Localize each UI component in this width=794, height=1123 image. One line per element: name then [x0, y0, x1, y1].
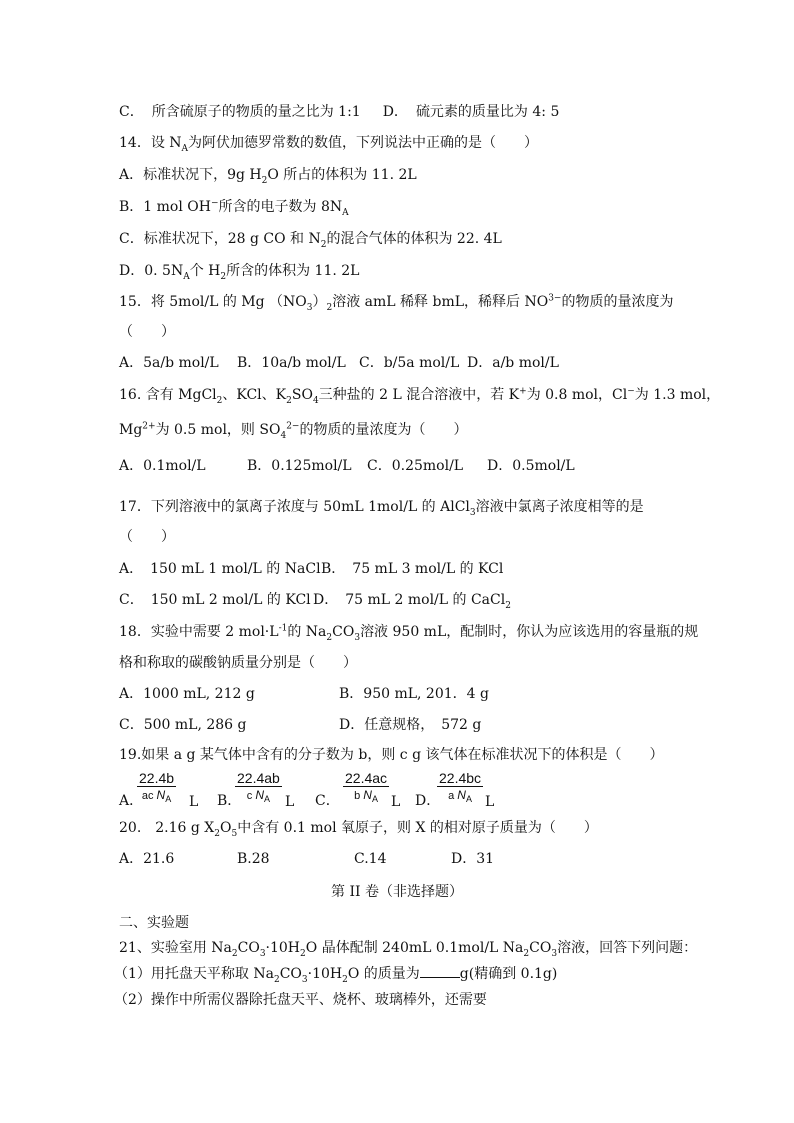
- q18-option-c: C．500 mL, 286 g: [119, 717, 247, 733]
- q21-answer-blank[interactable]: [420, 965, 460, 978]
- q19-options: [119, 770, 679, 814]
- section-ii-title: 第 II 卷（非选择题）: [331, 884, 463, 900]
- q19-fraction-a: 22.4b ac $N_A$: [139, 770, 175, 805]
- q21-part-1: （1）用托盘天平称取 $Na_2CO_3\cdot 10H_2O$ 的质量为 g(精确到 0.1g): [114, 966, 558, 985]
- q15-option-d: D．a/b mol/L: [467, 355, 559, 371]
- q19-option-c: C． 22.4ac b $N_A$ L: [315, 770, 401, 810]
- q18-stem-line2: 格和称取的碳酸钠质量分别是（ ）: [119, 655, 357, 671]
- q19-option-b: B． 22.4ab c $N_A$ L: [217, 770, 295, 810]
- q18-stem-line1: 18．实验中需要 2 $mol\cdot L^{-1}$的 $Na_2CO_3$溶液 950 mL，配制时，你认为应该选用的容量瓶的规: [119, 623, 699, 643]
- q18-options-ab: [119, 685, 489, 703]
- q19-fraction-b: 22.4ab c $N_A$: [237, 770, 280, 805]
- q15-options: [119, 354, 559, 372]
- q19-option-d: D． 22.4bc a $N_A$ L: [415, 770, 495, 810]
- q19-stem: 19.如果 a g 某气体中含有的分子数为 b，则 c g 该气体在标准状况下的体积是（ ）: [119, 747, 664, 763]
- q15-option-a: A．5a/b mol/L: [119, 355, 219, 371]
- q17-options-cd: [119, 591, 511, 609]
- part-two-heading: 二、实验题: [119, 915, 189, 931]
- q19-option-a: A． 22.4b ac $N_A$ L: [119, 770, 199, 810]
- q17-option-d: D． 75 mL 2 mol/L 的 CaCl$_2$: [313, 592, 511, 611]
- q18-options-cd: [119, 716, 481, 734]
- q17-answer-paren: （ ）: [119, 529, 175, 545]
- q17-option-b: B． 75 mL 3 mol/L 的 KCl: [321, 561, 504, 577]
- q14-option-d: D．0. $5N_A$个 $H_2$所含的体积为 11. 2L: [119, 263, 360, 282]
- q13-option-d: D． 硫元素的质量比为 4: 5: [382, 104, 560, 120]
- q13-options: [119, 103, 559, 121]
- q16-option-d: D．0.5mol/L: [487, 458, 575, 474]
- q16-options: [119, 457, 575, 475]
- q16-option-a: A．0.1mol/L: [119, 458, 206, 474]
- q21-part-2: （2）操作中所需仪器除托盘天平、烧杯、玻璃棒外，还需要: [114, 992, 487, 1008]
- q14-option-a: A．标准状况下，9g $H_2O$ 所占的体积为 11. 2L: [119, 167, 417, 186]
- q18-option-a: A．1000 mL, 212 g: [119, 686, 255, 702]
- q16-stem-line1: 16. 含有 MgCl$_2$、KCl、$K_2SO_4$三种盐的 2 L 混合溶液中，若 K+为 0.8 mol，Cl−为 1.3 mol，: [119, 386, 721, 406]
- q14-stem: 14．设 $N_A$为阿伏加德罗常数的数值，下列说法中正确的是（ ）: [119, 135, 539, 154]
- q15-answer-paren: （ ）: [119, 324, 175, 340]
- q14-option-b: B．1 mol OH−所含的电子数为 $8N_A$: [119, 198, 349, 218]
- q18-option-b: B．950 mL, 201．4 g: [339, 686, 489, 702]
- q17-stem: 17．下列溶液中的氯离子浓度与 50mL 1mol/L 的 AlCl$_3$溶液中氯离子浓度相等的是: [119, 499, 644, 518]
- q16-option-b: B．0.125mol/L: [247, 458, 352, 474]
- q13-option-c: C． 所含硫原子的物质的量之比为 1:1: [119, 104, 361, 120]
- q20-option-a: A．21.6: [119, 851, 175, 867]
- q20-option-d: D．31: [451, 851, 495, 867]
- q20-option-c: C.14: [354, 851, 387, 867]
- q16-stem-line2: $Mg^{2+}$为 0.5 mol，则 $SO_4^{2-}$的物质的量浓度为（ ）: [119, 421, 468, 441]
- q21-stem: 21、实验室用 $Na_2CO_3\cdot 10H_2O$ 晶体配制 240mL 0.1mol/L $Na_2CO_3$溶液，回答下列问题：: [119, 940, 698, 959]
- q19-fraction-d: 22.4bc a $N_A$: [439, 770, 482, 805]
- q19-fraction-c: 22.4ac b $N_A$: [345, 770, 388, 805]
- q17-option-a: A． 150 mL 1 mol/L 的 NaCl: [119, 561, 321, 577]
- q15-option-b: B．10a/b mol/L: [237, 355, 346, 371]
- q20-stem: 20. 2.16 g $X_2O_5$中含有 0.1 mol 氧原子，则 X 的相对原子质量为（ ）: [119, 820, 598, 839]
- q18-option-d: D．任意规格， 572 g: [339, 717, 482, 733]
- q20-options: [119, 850, 494, 868]
- q17-option-c: C． 150 mL 2 mol/L 的 KCl: [119, 592, 311, 608]
- q17-options-ab: [119, 560, 503, 578]
- q16-option-c: C．0.25mol/L: [367, 458, 464, 474]
- q20-option-b: B.28: [237, 851, 270, 867]
- q14-option-c: C．标准状况下，28 g CO 和 $N_2$的混合气体的体积为 22. 4L: [119, 231, 502, 250]
- q15-option-c: C．b/5a mol/L: [359, 355, 460, 371]
- q15-stem: 15．将 5mol/L 的 Mg $(NO_3)_2$溶液 amL 稀释 bmL，稀释后 $NO^{3-}$的物质的量浓度为: [119, 293, 674, 313]
